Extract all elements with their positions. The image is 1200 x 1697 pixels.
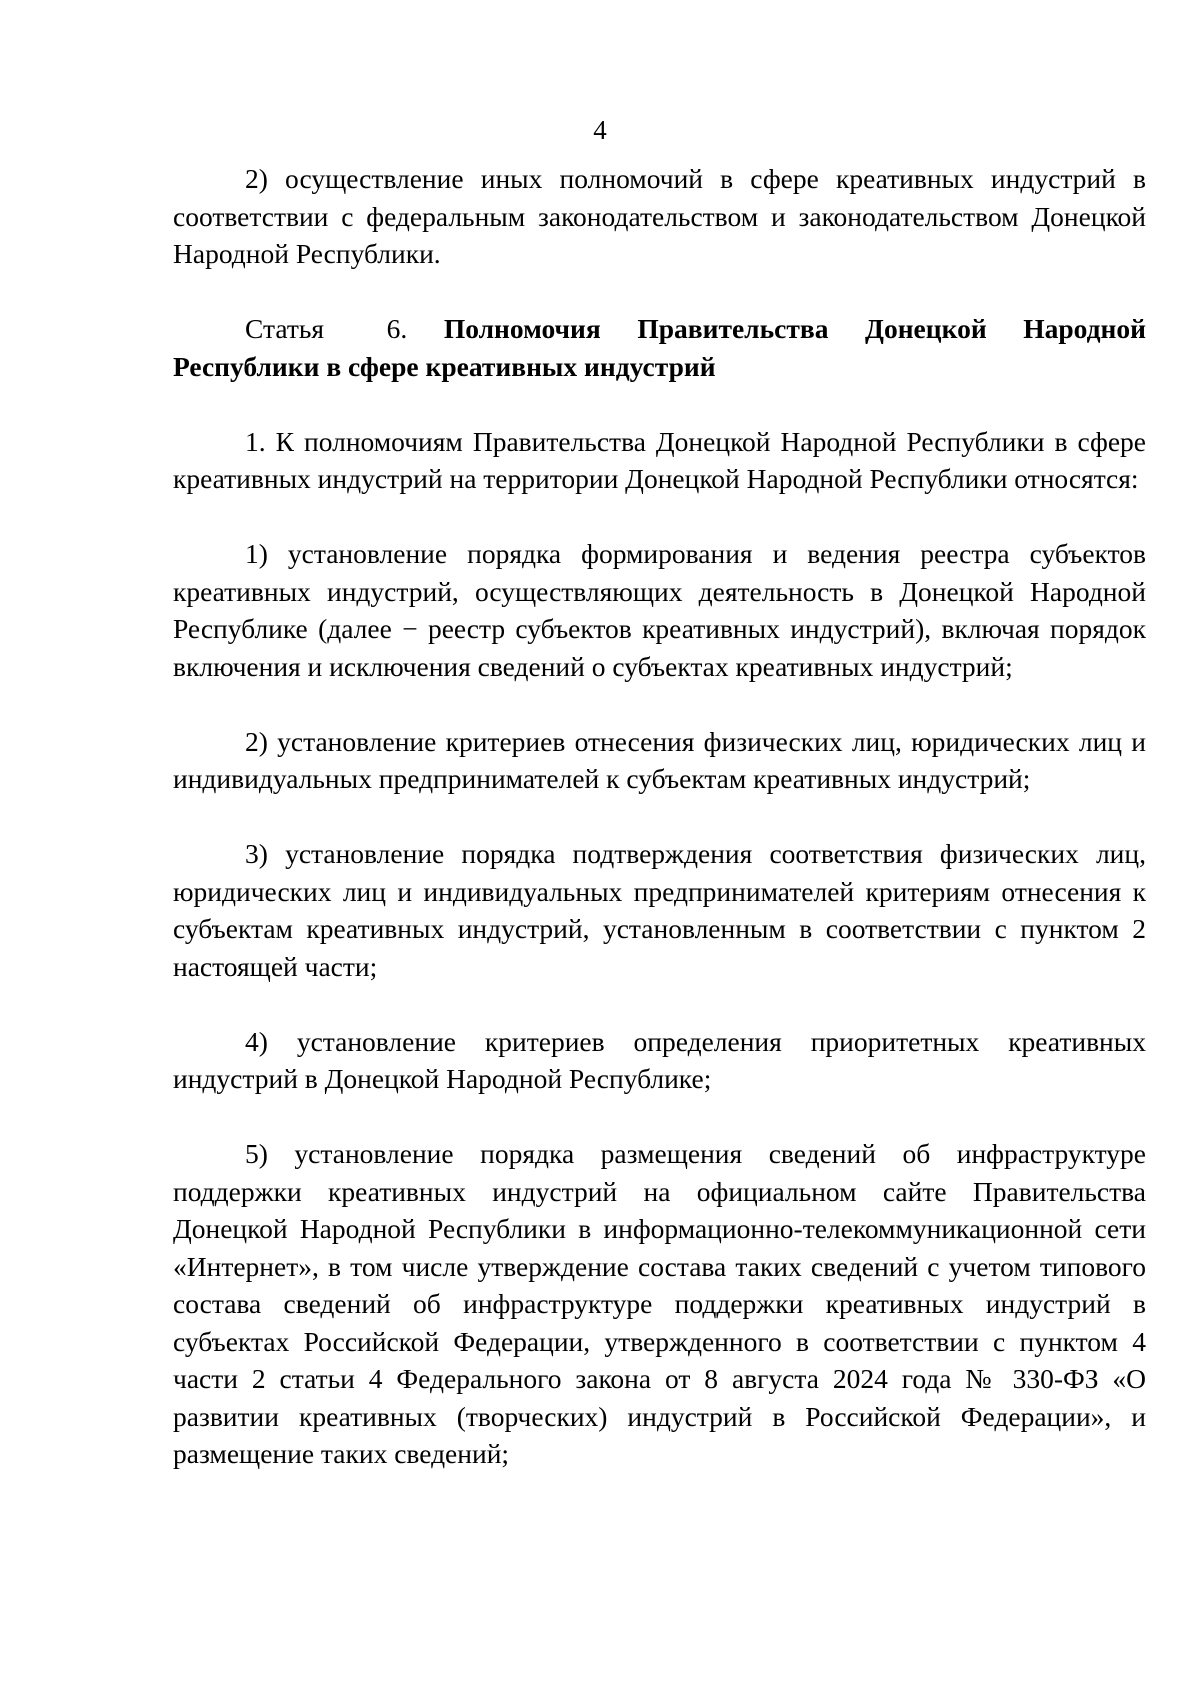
paragraph-item-2: 2) установление критериев отнесения физических лиц, юридических лиц и индивидуальных предпринимателей к субъектам креативных индустрий;	[173, 725, 1146, 794]
page-number: 4	[593, 115, 607, 145]
article-title: Полномочия Правительства Донецкой Народной Республики в сфере креативных индустрий	[173, 313, 1146, 382]
paragraph-item-1: 1) установление порядка формирования и ведения реестра субъектов креативных индустрий, осуществляющих деятельность в Донецкой Народной Республике (далее − реестр субъектов креативных индустрий), включая порядок включения и исключения сведений о субъектах креативных индустрий;	[173, 538, 1146, 682]
paragraph-item-4: 4) установление критериев определения приоритетных креативных индустрий в Донецкой Народной Республике;	[173, 1025, 1146, 1094]
paragraph-part-1: 1. К полномочиям Правительства Донецкой Народной Республики в сфере креативных индустрий на территории Донецкой Народной Республики относятся:	[173, 425, 1146, 494]
paragraph-item-3: 3) установление порядка подтверждения соответствия физических лиц, юридических лиц и индивидуальных предпринимателей критериям отнесения к субъектам креативных индустрий, установленным в соответствии с пунктом 2 настоящей части;	[173, 838, 1146, 982]
article-heading	[173, 310, 1146, 385]
article-label: Статья 6.	[245, 313, 408, 344]
paragraph-previous-item-2: 2) осуществление иных полномочий в сфере креативных индустрий в соответствии с федеральным законодательством и законодательством Донецкой Народной Республики.	[173, 163, 1146, 269]
paragraph-item-5: 5) установление порядка размещения сведений об инфраструктуре поддержки креативных индустрий на официальном сайте Правительства Донецкой Народной Республики в информационно-телекоммуникационной сети «Интернет», в том числе утверждение состава таких сведений с учетом типового состава сведений об инфраструктуре поддержки креативных индустрий в субъектах Российской Федерации, утвержденного в соответствии с пунктом 4 части 2 статьи 4 Федерального закона от 8 августа 2024 года № 330-ФЗ «О развитии креативных (творческих) индустрий в Российской Федерации», и размещение таких сведений;	[173, 1138, 1146, 1469]
document-body	[173, 160, 1146, 1473]
